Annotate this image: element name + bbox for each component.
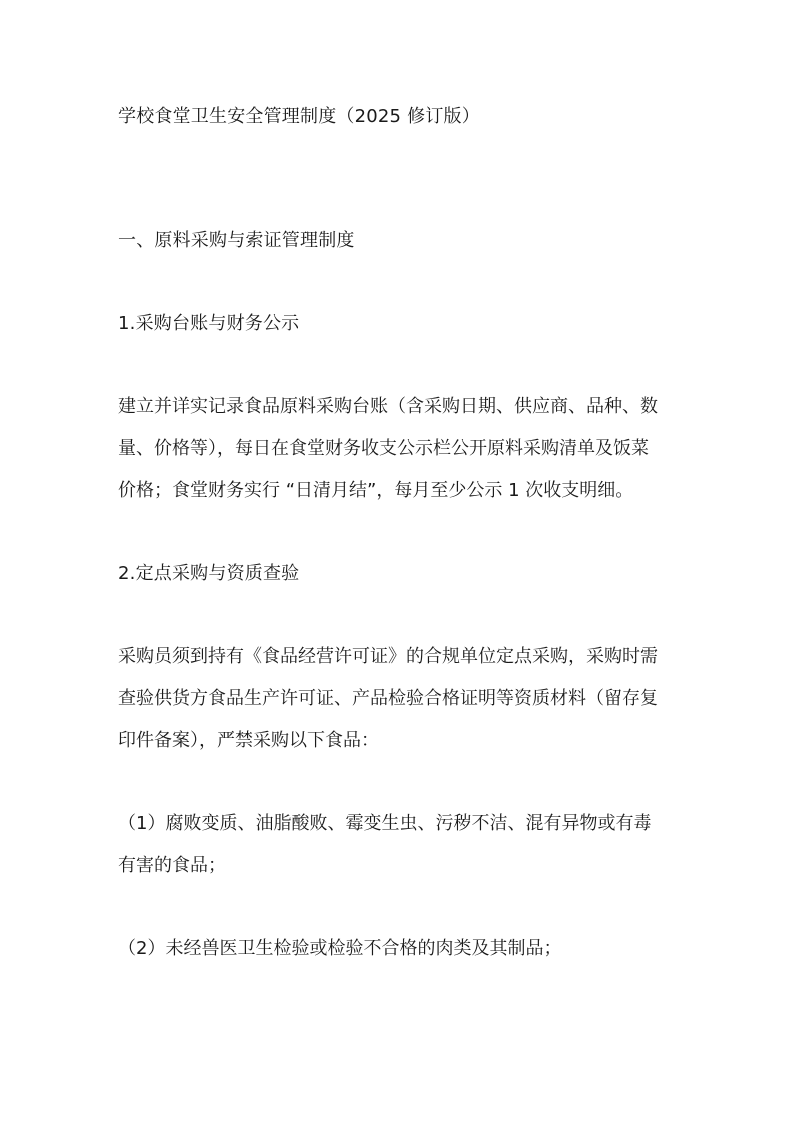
paragraph-line: 查验供货方食品生产许可证、产品检验合格证明等资质材料（留存复 (118, 688, 658, 709)
paragraph-line: 建立并详实记录食品原料采购台账（含采购日期、供应商、品种、数 (118, 396, 658, 417)
prohibited-item-1 (118, 803, 680, 887)
subsection-heading-2: 2.定点采购与资质查验 (118, 563, 300, 584)
document-title: 学校食堂卫生安全管理制度（2025 修订版） (118, 106, 480, 127)
section-heading: 一、原料采购与索证管理制度 (118, 230, 355, 251)
subsection-heading-1: 1.采购台账与财务公示 (118, 313, 300, 334)
paragraph-supplier-verification (118, 636, 680, 762)
list-item-line: 有害的食品； (118, 855, 226, 876)
paragraph-purchase-ledger (118, 386, 680, 512)
prohibited-item-2 (118, 928, 680, 970)
paragraph-line: 印件备案），严禁采购以下食品： (118, 730, 379, 751)
list-item-line: （2）未经兽医卫生检验或检验不合格的肉类及其制品； (118, 938, 562, 959)
paragraph-line: 量、价格等），每日在食堂财务收支公示栏公开原料采购清单及饭菜 (118, 438, 649, 459)
paragraph-line: 采购员须到持有《食品经营许可证》的合规单位定点采购，采购时需 (118, 646, 658, 667)
paragraph-line: 价格；食堂财务实行 “日清月结”，每月至少公示 1 次收支明细。 (118, 480, 634, 501)
list-item-line: （1）腐败变质、油脂酸败、霉变生虫、污秽不洁、混有异物或有毒 (118, 813, 652, 834)
